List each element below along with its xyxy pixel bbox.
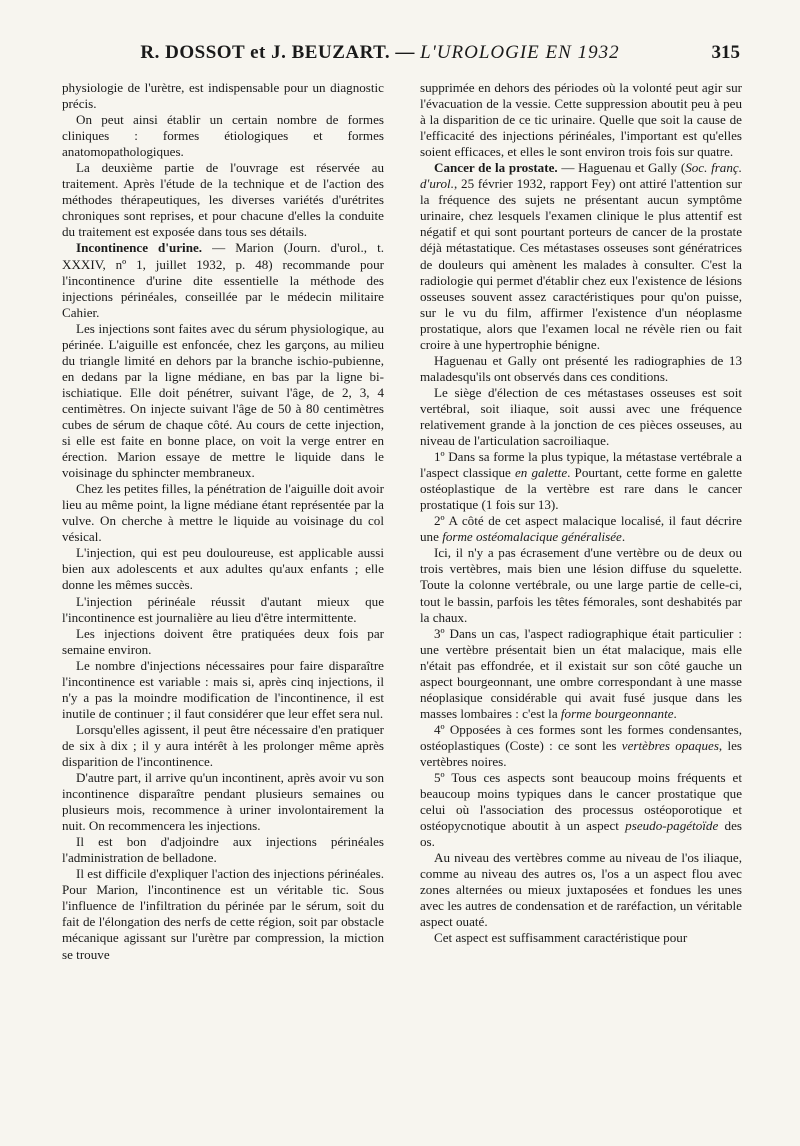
paragraph: On peut ainsi établir un certain nombre de formes cliniques : formes étiologiques et formes anatomopathologiques. [62, 112, 384, 160]
section-heading-cancer: Cancer de la prostate. [434, 160, 558, 176]
paragraph [420, 160, 742, 353]
paragraph [420, 770, 742, 850]
paragraph [420, 722, 742, 770]
paragraph-text: des os. [420, 818, 742, 850]
paragraph: Il est bon d'adjoindre aux injections périnéales l'administration de belladone. [62, 834, 384, 866]
paragraph: Le siège d'élection de ces métastases osseuses est soit vertébral, soit iliaque, soit aussi avec une fréquence relativement grande à la jonction de ces pièces osseuses, au niveau de l'articulation sacroiliaque. [420, 384, 742, 449]
paragraph: L'injection périnéale réussit d'autant mieux que l'incontinence est journalière au lieu d'être intermittente. [62, 593, 384, 625]
paragraph-text: . [621, 529, 626, 545]
section-heading-incontinence: Incontinence d'urine. [76, 240, 203, 256]
paragraph [62, 240, 384, 320]
paragraph: physiologie de l'urètre, est indispensable pour un diagnostic précis. [62, 80, 384, 112]
paragraph-text: 3º Dans un cas, l'aspect radiographique était particulier : une vertèbre présentait bien un état malacique, mais elle n'était pas effondrée, et il existait sur son côté gauche un aspect bourgeonnant, une ombre correspondant à une masse néoplasique considérable qui avait fusé jusque dans les masses lombaires : c'est la [420, 625, 742, 721]
paragraph-text: , 25 février 1932, rapport Fey) ont attiré l'attention sur la fréquence des sujets ne présentant aucun symptôme urinaire, chez lesquels l'examen clinique le plus attentif est négatif et qui sont pourtant porteurs de cancer de la prostate déjà métastatique. Ces métastases osseuses sont génératrices de douleurs qui amènent les malades à consulter. C'est la radiologie qui permet d'établir chez eux l'existence de lésions osseuses souvent assez caractéristiques pour qu'on puisse, sur le vu du film, affirmer l'existence d'un néoplasme prostatique, alors que l'examen local ne révèle rien ou fait croire à une hypertrophie bénigne. [420, 176, 742, 352]
paragraph-text: — Marion (Journ. d'urol., t. XXXIV, nº 1, juillet 1932, p. 48) recommande pour l'incontinence d'urine dite essentielle la méthode des injections périnéales, conseillée par le médecin militaire Cahier. [62, 240, 384, 320]
paragraph [420, 449, 742, 513]
running-title [60, 42, 700, 64]
paragraph [420, 626, 742, 722]
paragraph: supprimée en dehors des périodes où la volonté peut agir sur l'évacuation de la vessie. Cette suppression aboutit peu à peu à la disparition de ce tic urinaire. Quelle que soit la cause de l'efficacité des injections périnéales, l'important est qu'elles soient efficaces, et elles le sont environ trois fois sur quatre. [420, 80, 742, 160]
right-column [420, 80, 742, 947]
paragraph: Les injections doivent être pratiquées deux fois par semaine environ. [62, 625, 384, 657]
header-authors: R. DOSSOT et J. BEUZART. [140, 42, 391, 63]
term-italic: vertèbres opaques [621, 737, 719, 753]
paragraph: Chez les petites filles, la pénétration de l'aiguille doit avoir lieu au même point, la ligne médiane étant représentée par la vulve. On cherche à mettre le liquide au voisinage du col vésical. [62, 481, 384, 545]
paragraph: Il est difficile d'expliquer l'action des injections périnéales. Pour Marion, l'incontinence est un véritable tic. Sous l'influence de l'infiltration du périnée par le sérum, soit du fait de l'élongation des nerfs de cette région, soit par obstacle mécanique agissant sur l'urètre par compression, la miction se trouve [62, 866, 384, 962]
paragraph: Au niveau des vertèbres comme au niveau de l'os iliaque, comme au niveau des autres os, l'os a un aspect flou avec zones alternées ou mieux juxtaposées et fondues les unes avec les autres de condensation et de raréfaction, un véritable aspect ouaté. [420, 850, 742, 930]
term-italic: forme bourgeonnante [560, 705, 674, 721]
paragraph: Ici, il n'y a pas écrasement d'une vertèbre ou de deux ou trois vertèbres, mais bien une lésion diffuse du squelette. Toute la colonne vertébrale, ou une large partie de celle-ci, tout le bassin, parfois les têtes fémorales, sont deshabités par la chaux. [420, 545, 742, 625]
page-header [60, 42, 740, 76]
paragraph-text: — Haguenau et Gally ( [557, 160, 686, 176]
paragraph [420, 513, 742, 545]
paragraph: La deuxième partie de l'ouvrage est réservée au traitement. Après l'étude de la technique et de l'action des méthodes thérapeutiques, les diverses variétés d'urétrites chroniques sont reprises, et pour chacune d'elles la conduite du traitement est exposée dans tous ses détails. [62, 160, 384, 240]
paragraph-text: . [673, 705, 677, 721]
paragraph-text: , les vertèbres noires. [420, 737, 743, 769]
page-number: 315 [711, 42, 740, 63]
paragraph: D'autre part, il arrive qu'un incontinent, après avoir vu son incontinence disparaître pendant plusieurs semaines ou plusieurs mois, recommence à uriner involontairement la nuit. On recommencera les injections. [62, 770, 384, 834]
paragraph: Haguenau et Gally ont présenté les radiographies de 13 maladesqu'ils ont observés dans ces conditions. [420, 352, 742, 384]
paragraph-text: 1º Dans sa forme la plus typique, la métastase vertébrale a l'aspect classique [420, 449, 742, 481]
term-italic: en galette [515, 465, 568, 481]
paragraph: Cet aspect est suffisamment caractéristique pour [434, 930, 688, 946]
header-journal: L'UROLOGIE EN 1932 [420, 42, 620, 63]
citation-italic: Soc. franç. d'urol. [420, 160, 742, 192]
paragraph: Le nombre d'injections nécessaires pour faire disparaître l'incontinence est variable : mais si, après cinq injections, il n'y a pas la moindre modification de l'incontinence, il est inutile de continuer ; il faut considérer que leur effet sera nul. [62, 657, 384, 721]
paragraph: Les injections sont faites avec du sérum physiologique, au périnée. L'aiguille est enfoncée, chez les garçons, au milieu du triangle limité en dehors par la branche ischio-pubienne, en dedans par la ligne médiane, en bas par la ligne bi-ischiatique. Elle doit pénétrer, suivant l'âge, de 2, 3, 4 centimètres. On injecte suivant l'âge de 50 à 80 centimètres cubes de sérum de chaque côté. Au cours de cette injection, si elle est faite en bonne place, on voit la verge entrer en érection. Marion essaye de mettre le liquide dans le voisinage du sphincter membraneux. [62, 320, 384, 481]
paragraph-text: 5º Tous ces aspects sont beaucoup moins fréquents et beaucoup moins typiques dans le cancer prostatique que celui où l'association des processus ostéoporotique et ostéopycnotique aboutit à un aspect [420, 770, 742, 834]
left-column [62, 80, 384, 963]
term-italic: pseudo-pagétoïde [625, 818, 719, 834]
paragraph-text: 2º A côté de cet aspect malacique localisé, il faut décrire une [420, 513, 742, 545]
paragraph-text: . Pourtant, cette forme en galette ostéoplastique de la vertèbre est rare dans le cancer prostatique (1 fois sur 13). [420, 465, 742, 513]
paragraph: Lorsqu'elles agissent, il peut être nécessaire d'en pratiquer de six à dix ; il y aura intérêt à les prolonger même après disparition de l'incontinence. [62, 721, 384, 769]
paragraph-text: 4º Opposées à ces formes sont les formes condensantes, ostéoplastiques (Coste) : ce sont les [420, 721, 742, 753]
header-dash: — [395, 42, 415, 63]
term-italic: forme ostéomalacique généralisée [442, 529, 622, 545]
paragraph: L'injection, qui est peu douloureuse, est applicable aussi bien aux adolescents et aux adultes qu'aux enfants ; elle donne les mêmes succès. [62, 545, 384, 593]
